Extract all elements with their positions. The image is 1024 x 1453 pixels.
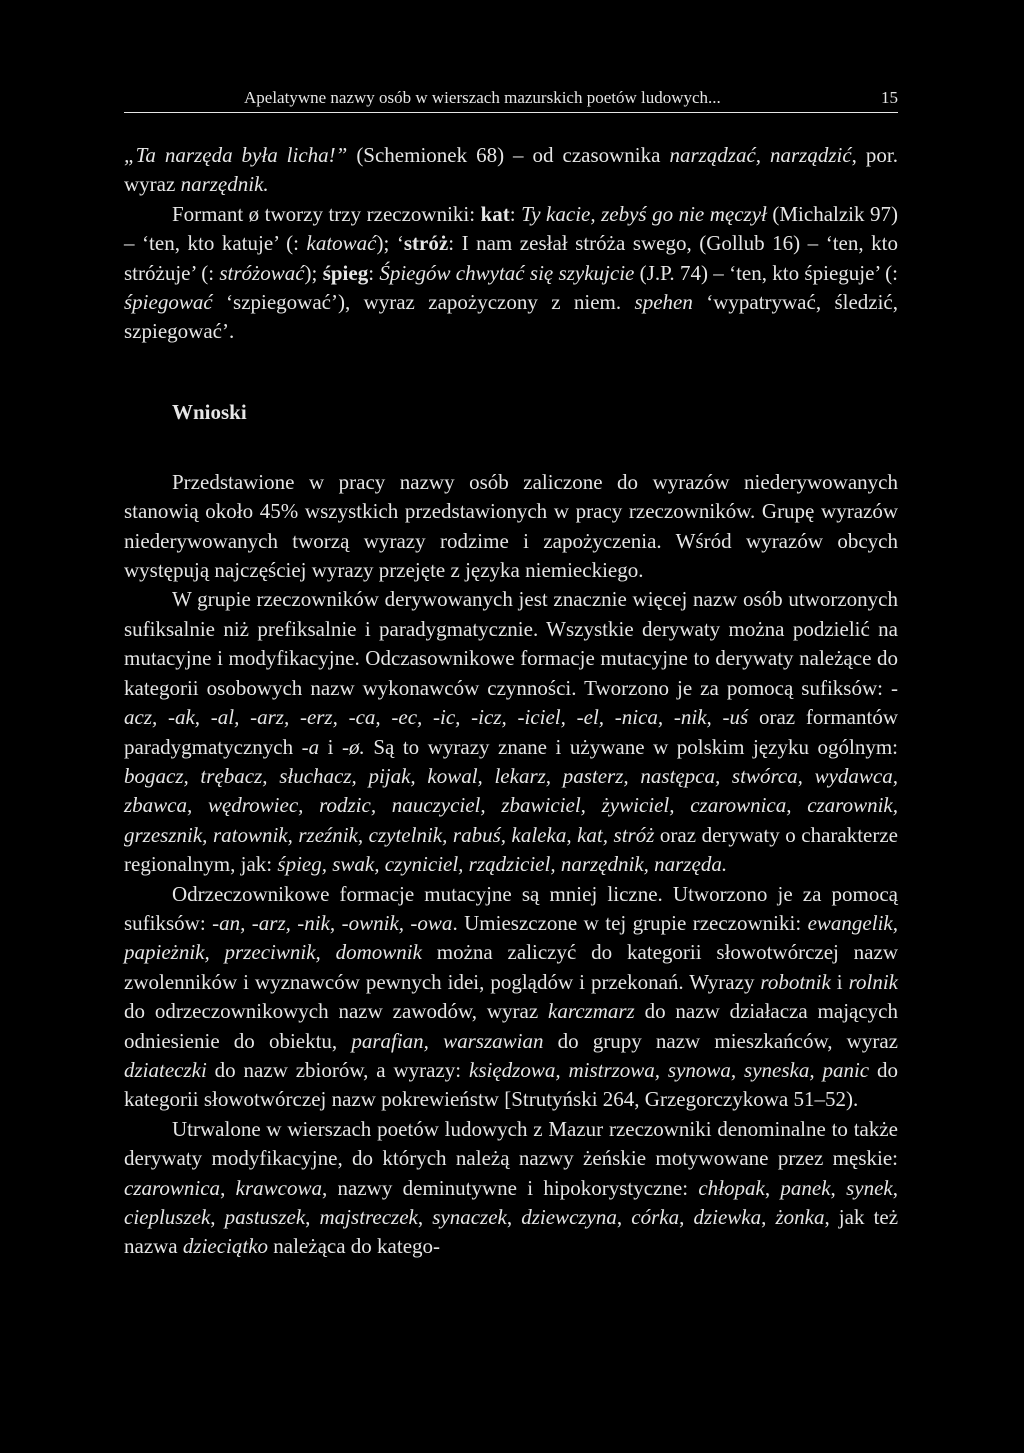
text-run: Są to wyrazy znane i używane w polskim języku ogólnym: [364, 734, 898, 759]
term: dzieciątko [182, 1234, 269, 1259]
example-list: śpieg, swak, czyniciel, rządziciel, narzędnik, narzęda. [277, 852, 728, 877]
text-run: : I nam zesłał stróża swego, (Gollub 16) – ‘ten, kto stróżuje’ (: [124, 231, 898, 285]
text-run: , [616, 1205, 632, 1229]
term: narzędnik. [180, 172, 269, 197]
term: katować [306, 231, 377, 256]
text-run: i [319, 734, 343, 759]
term: -a [301, 734, 320, 759]
term: synaczek [432, 1205, 507, 1229]
term: dziewka [693, 1205, 762, 1229]
quote-text: „Ta narzęda była licha!” [124, 143, 348, 167]
term: pastuszek [224, 1205, 306, 1229]
term: stróżować [219, 260, 305, 285]
text-run: ‘wypatrywać, śledzić, szpiegować’. [124, 290, 898, 344]
running-header [124, 88, 898, 113]
term: córka [631, 1205, 680, 1229]
text-run: , por. wyraz [124, 143, 898, 197]
term: -ø. [342, 734, 365, 759]
conclusions-section [124, 468, 898, 1262]
conclusions-paragraph-1: Przedstawione w pracy nazwy osób zaliczone do wyrazów niederywowanych stanowią około 45% wszystkich przedstawionych w pracy rzeczowników. Grupę wyrazów niederywowanych tworzą wyrazy rodzime i zapożyczenia. Wśród wyrazów obcych występują najczęściej wyrazy przejęte z języka niemieckiego. [124, 469, 898, 583]
term: dziewczyna [521, 1205, 617, 1229]
text-run: do grupy nazw mieszkańców, wyraz [543, 1028, 898, 1053]
text-run: ‘szpiegować’), wyraz zapożyczony z niem. [212, 290, 635, 315]
intro-paragraph-2 [124, 200, 898, 347]
term: krawcowa [235, 1175, 322, 1200]
text-run: ); [304, 260, 323, 285]
text-run: Utrwalone w wierszach poetów ludowych z Mazur rzeczowniki denominalne to także derywaty modyfikacyjne, do których należą nazwy żeńskie motywowane przez męskie: [124, 1116, 898, 1171]
running-title: Apelatywne nazwy osób w wierszach mazurskich poetów ludowych... [244, 88, 721, 107]
text-run: (Schemionek 68) – od czasownika [347, 143, 670, 167]
text-run: , [417, 1205, 433, 1229]
text-run: (Michalzik 97) – ‘ten, kto katuje’ (: [124, 201, 898, 256]
text-run: , [220, 1175, 236, 1200]
example-list: księdzowa, mistrzowa, synowa, syneska, panic [469, 1057, 870, 1082]
example-list: bogacz, trębacz, słuchacz, pijak, kowal, lekarz, pasterz, następca, stwórca, wydawca, zbawca, wędrowiec, rodzic, nauczyciel, zbawiciel, żywiciel, czarownica, czarownik, grzesznik, ratownik, rzeźnik, czytelnik, rabuś, kaleka, kat, stróż [124, 763, 898, 847]
text-run: Odrzeczownikowe formacje mutacyjne są mniej liczne. Utworzono je za pomocą sufiksów: [124, 881, 898, 935]
headword: stróż [403, 231, 449, 256]
page-number: 15 [881, 88, 898, 107]
text-run: , [830, 1175, 847, 1200]
term: śpiegować [124, 290, 213, 315]
term: karczmarz [548, 999, 635, 1024]
text-run: , [761, 1205, 776, 1229]
term: chłopak [698, 1175, 765, 1200]
text-run: do odrzeczownikowych nazw zawodów, wyraz [124, 999, 548, 1024]
text-run: (J.P. 74) – ‘ten, kto śpieguje’ (: [634, 260, 898, 285]
term: rolnik [848, 969, 898, 994]
text-run: , nazwy deminutywne i hipokorystyczne: [321, 1175, 699, 1200]
term: majstreczek [319, 1205, 418, 1229]
term: spehen [634, 290, 693, 315]
conclusions-paragraph-4 [124, 1115, 898, 1262]
text-run: : [368, 260, 380, 285]
quote-text: Ty kacie, zebyś go nie męczył [521, 201, 767, 226]
page-content [124, 141, 898, 1262]
text-run: W grupie rzeczowników derywowanych jest znacznie więcej nazw osób utworzonych sufiksalnie niż prefiksalnie i paradygmatycznie. Wszystkie derywaty można podzielić na mutacyjne i modyfikacyjne. Odczasownikowe formacje mutacyjne to derywaty należące do kategorii osobowych nazw wykonawców czynności. Tworzono je za pomocą sufiksów: [124, 587, 898, 700]
text-run: należąca do katego- [268, 1234, 441, 1259]
conclusions-paragraph-3 [124, 880, 898, 1115]
text-run: oraz formantów paradygmatycznych [124, 705, 898, 759]
example-list: parafian, warszawian [351, 1028, 544, 1053]
suffix-list: -an, -arz, -nik, -ownik, -owa [212, 910, 453, 935]
text-run: do nazw działacza mających odniesienie do obiektu, [124, 999, 898, 1053]
term: synek [846, 1175, 893, 1200]
suffix-list: -acz, -ak, -al, -arz, -erz, -ca, -ec, -ic, -icz, -iciel, -el, -nica, -nik, -uś [124, 675, 898, 730]
term: żonka [775, 1205, 825, 1229]
term: czarownica [124, 1175, 221, 1200]
text-run: oraz derywaty o charakterze regionalnym, jak: [124, 822, 898, 877]
text-run: : [509, 201, 522, 226]
text-run: i [830, 969, 849, 994]
quote-text: Śpiegów chwytać się szykujcie [379, 260, 635, 285]
text-run: do nazw zbiorów, a wyrazy: [206, 1057, 469, 1082]
text-run: do kategorii słowotwórczej nazw pokrewieństw [Strutyński 264, Grzegorczykowa 51–52). [124, 1057, 899, 1112]
headword: śpieg [322, 260, 369, 285]
section-heading: Wnioski [172, 399, 247, 424]
text-run: można zaliczyć do kategorii słowotwórczej nazw zwolenników i wyznawców pewnych idei, poglądów i przekonań. Wyrazy [124, 940, 898, 994]
conclusions-paragraph-2 [124, 585, 898, 879]
headword: kat [480, 201, 510, 226]
term: robotnik [760, 969, 831, 994]
intro-paragraph-1 [124, 141, 898, 200]
text-run: , [506, 1205, 522, 1229]
text-run: , [679, 1205, 694, 1229]
term: narządzać, narządzić [669, 143, 852, 167]
text-run: , [210, 1205, 225, 1229]
text-run: , [764, 1175, 781, 1200]
text-run: , jak też nazwa [124, 1205, 899, 1259]
document-page [124, 88, 898, 1262]
term: panek [780, 1175, 831, 1200]
text-run: ); ‘ [376, 231, 404, 256]
term: ciepluszek [124, 1205, 211, 1229]
term: dziateczki [124, 1057, 207, 1082]
text-run: Formant ø tworzy trzy rzeczowniki: [172, 201, 481, 226]
text-run: , [305, 1205, 320, 1229]
text-run: , [892, 1175, 898, 1200]
text-run: . Umieszczone w tej grupie rzeczowniki: [452, 910, 808, 935]
example-list: ewangelik, papieżnik, przeciwnik, domownik [124, 910, 898, 965]
